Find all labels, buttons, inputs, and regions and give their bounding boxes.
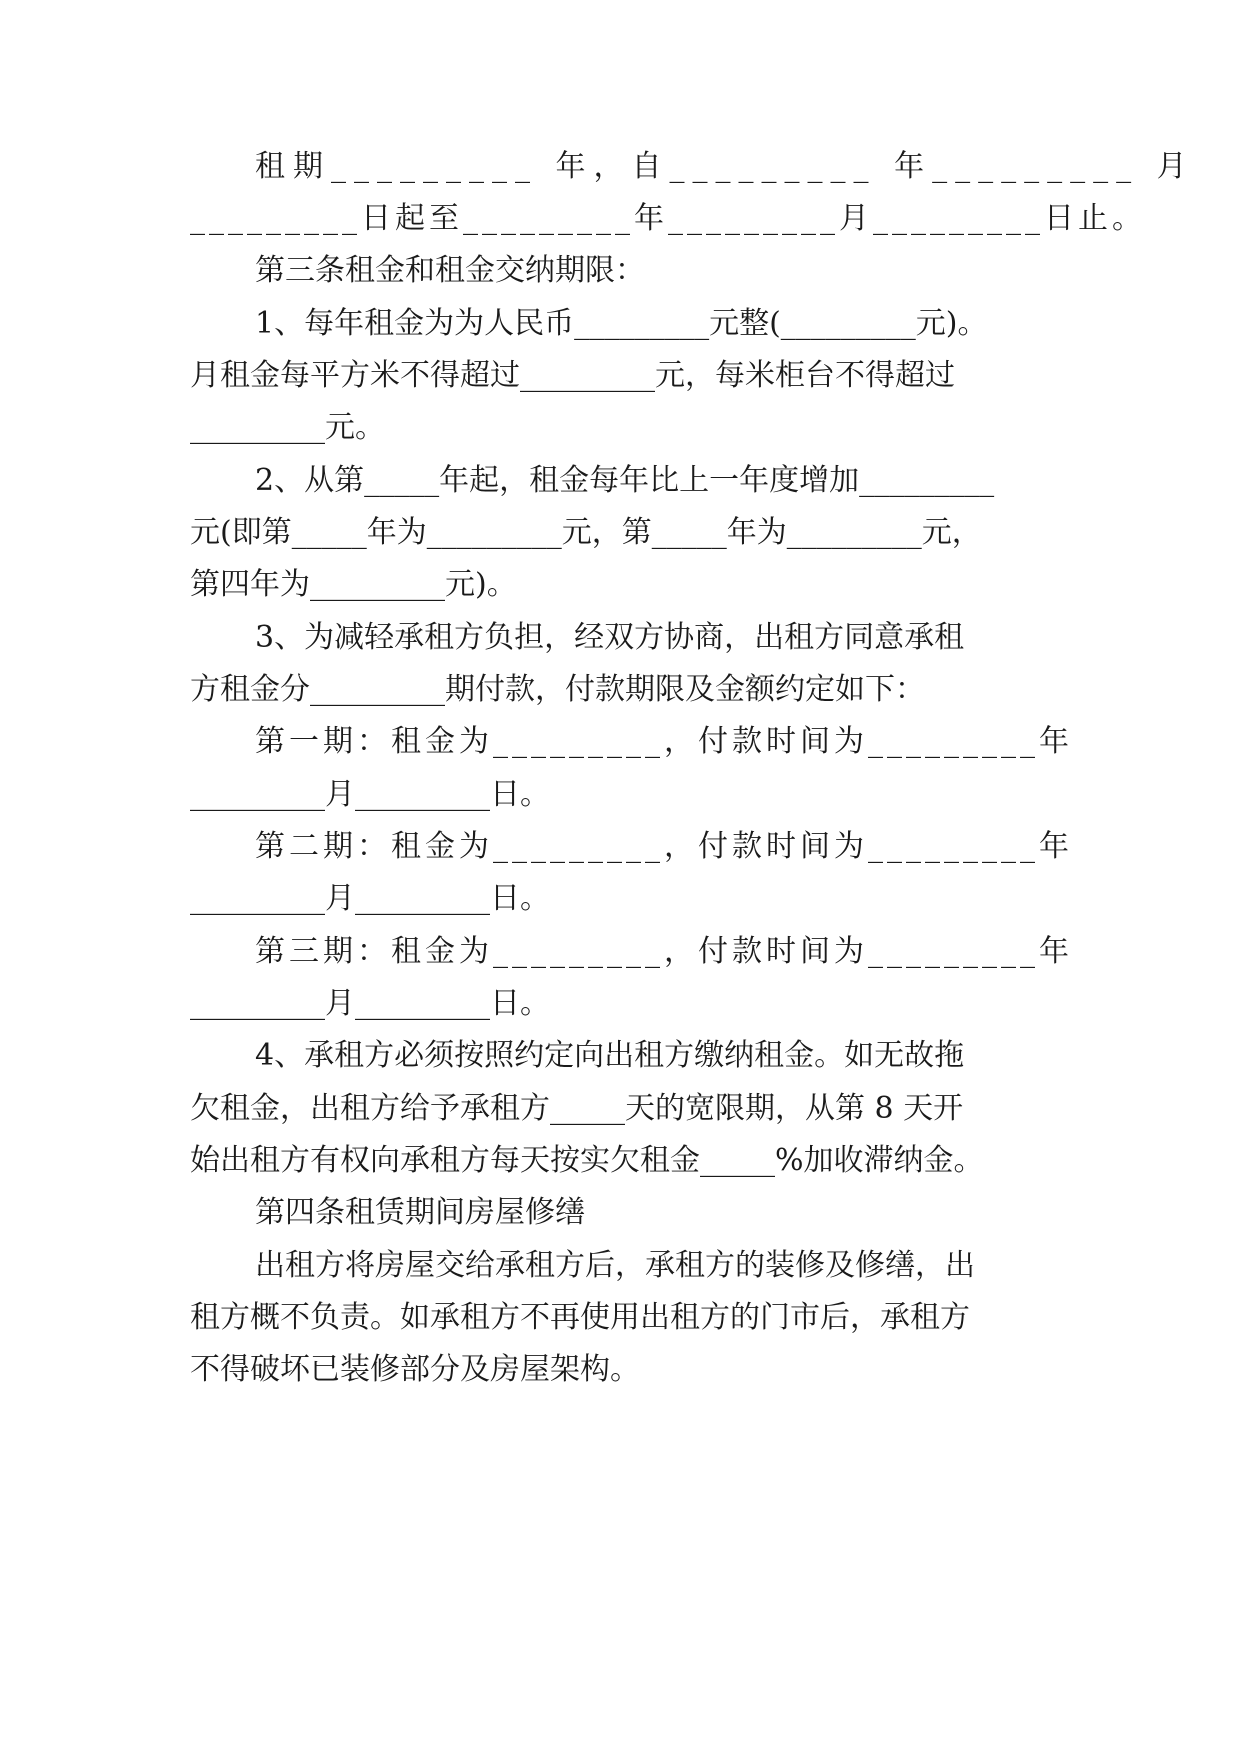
clause-2-line-2: 元(即第_____年为_________元，第_____年为_________元， (190, 515, 982, 550)
installment-1-line-1: 第一期：租金为_________，付款时间为_________年 (255, 724, 1073, 759)
lease-term-line: 租期_________ 年，自_________ 年_________ 月 (255, 149, 1195, 184)
clause-3-line-1: 3、为减轻承租方负担，经双方协商，出租方同意承租 (255, 620, 965, 655)
clause-3-line-2: 方租金分_________期付款，付款期限及金额约定如下： (190, 672, 925, 707)
article-4-heading: 第四条租赁期间房屋修缮 (255, 1195, 585, 1230)
clause-1-line-3: _________元。 (190, 410, 385, 445)
clause-4-line-3: 始出租方有权向承租方每天按实欠租金_____%加收滞纳金。 (190, 1143, 984, 1178)
clause-4-line-2: 欠租金，出租方给予承租方_____天的宽限期，从第 8 天开 (190, 1091, 964, 1126)
article-3-heading: 第三条租金和租金交纳期限： (255, 253, 645, 288)
installment-3-line-1: 第三期：租金为_________，付款时间为_________年 (255, 934, 1073, 969)
lease-term-end-line: _________日起至_________年_________月_________日止。 (190, 201, 1146, 236)
clause-1-line-1: 1、每年租金为为人民币_________元整(_________元)。 (255, 306, 988, 341)
article-4-line-3: 不得破坏已装修部分及房屋架构。 (190, 1352, 640, 1387)
article-4-line-2: 租方概不负责。如承租方不再使用出租方的门市后，承租方 (190, 1300, 970, 1335)
installment-2-line-2: _________月_________日。 (190, 881, 550, 916)
installment-1-line-2: _________月_________日。 (190, 777, 550, 812)
installment-3-line-2: _________月_________日。 (190, 986, 550, 1021)
clause-1-line-2: 月租金每平方米不得超过_________元，每米柜台不得超过 (190, 358, 955, 393)
installment-2-line-1: 第二期：租金为_________，付款时间为_________年 (255, 829, 1073, 864)
clause-2-line-3: 第四年为_________元)。 (190, 567, 517, 602)
clause-4-line-1: 4、承租方必须按照约定向出租方缴纳租金。如无故拖 (255, 1038, 965, 1073)
article-4-line-1: 出租方将房屋交给承租方后，承租方的装修及修缮，出 (255, 1248, 975, 1283)
clause-2-line-1: 2、从第_____年起，租金每年比上一年度增加_________ (255, 463, 995, 498)
